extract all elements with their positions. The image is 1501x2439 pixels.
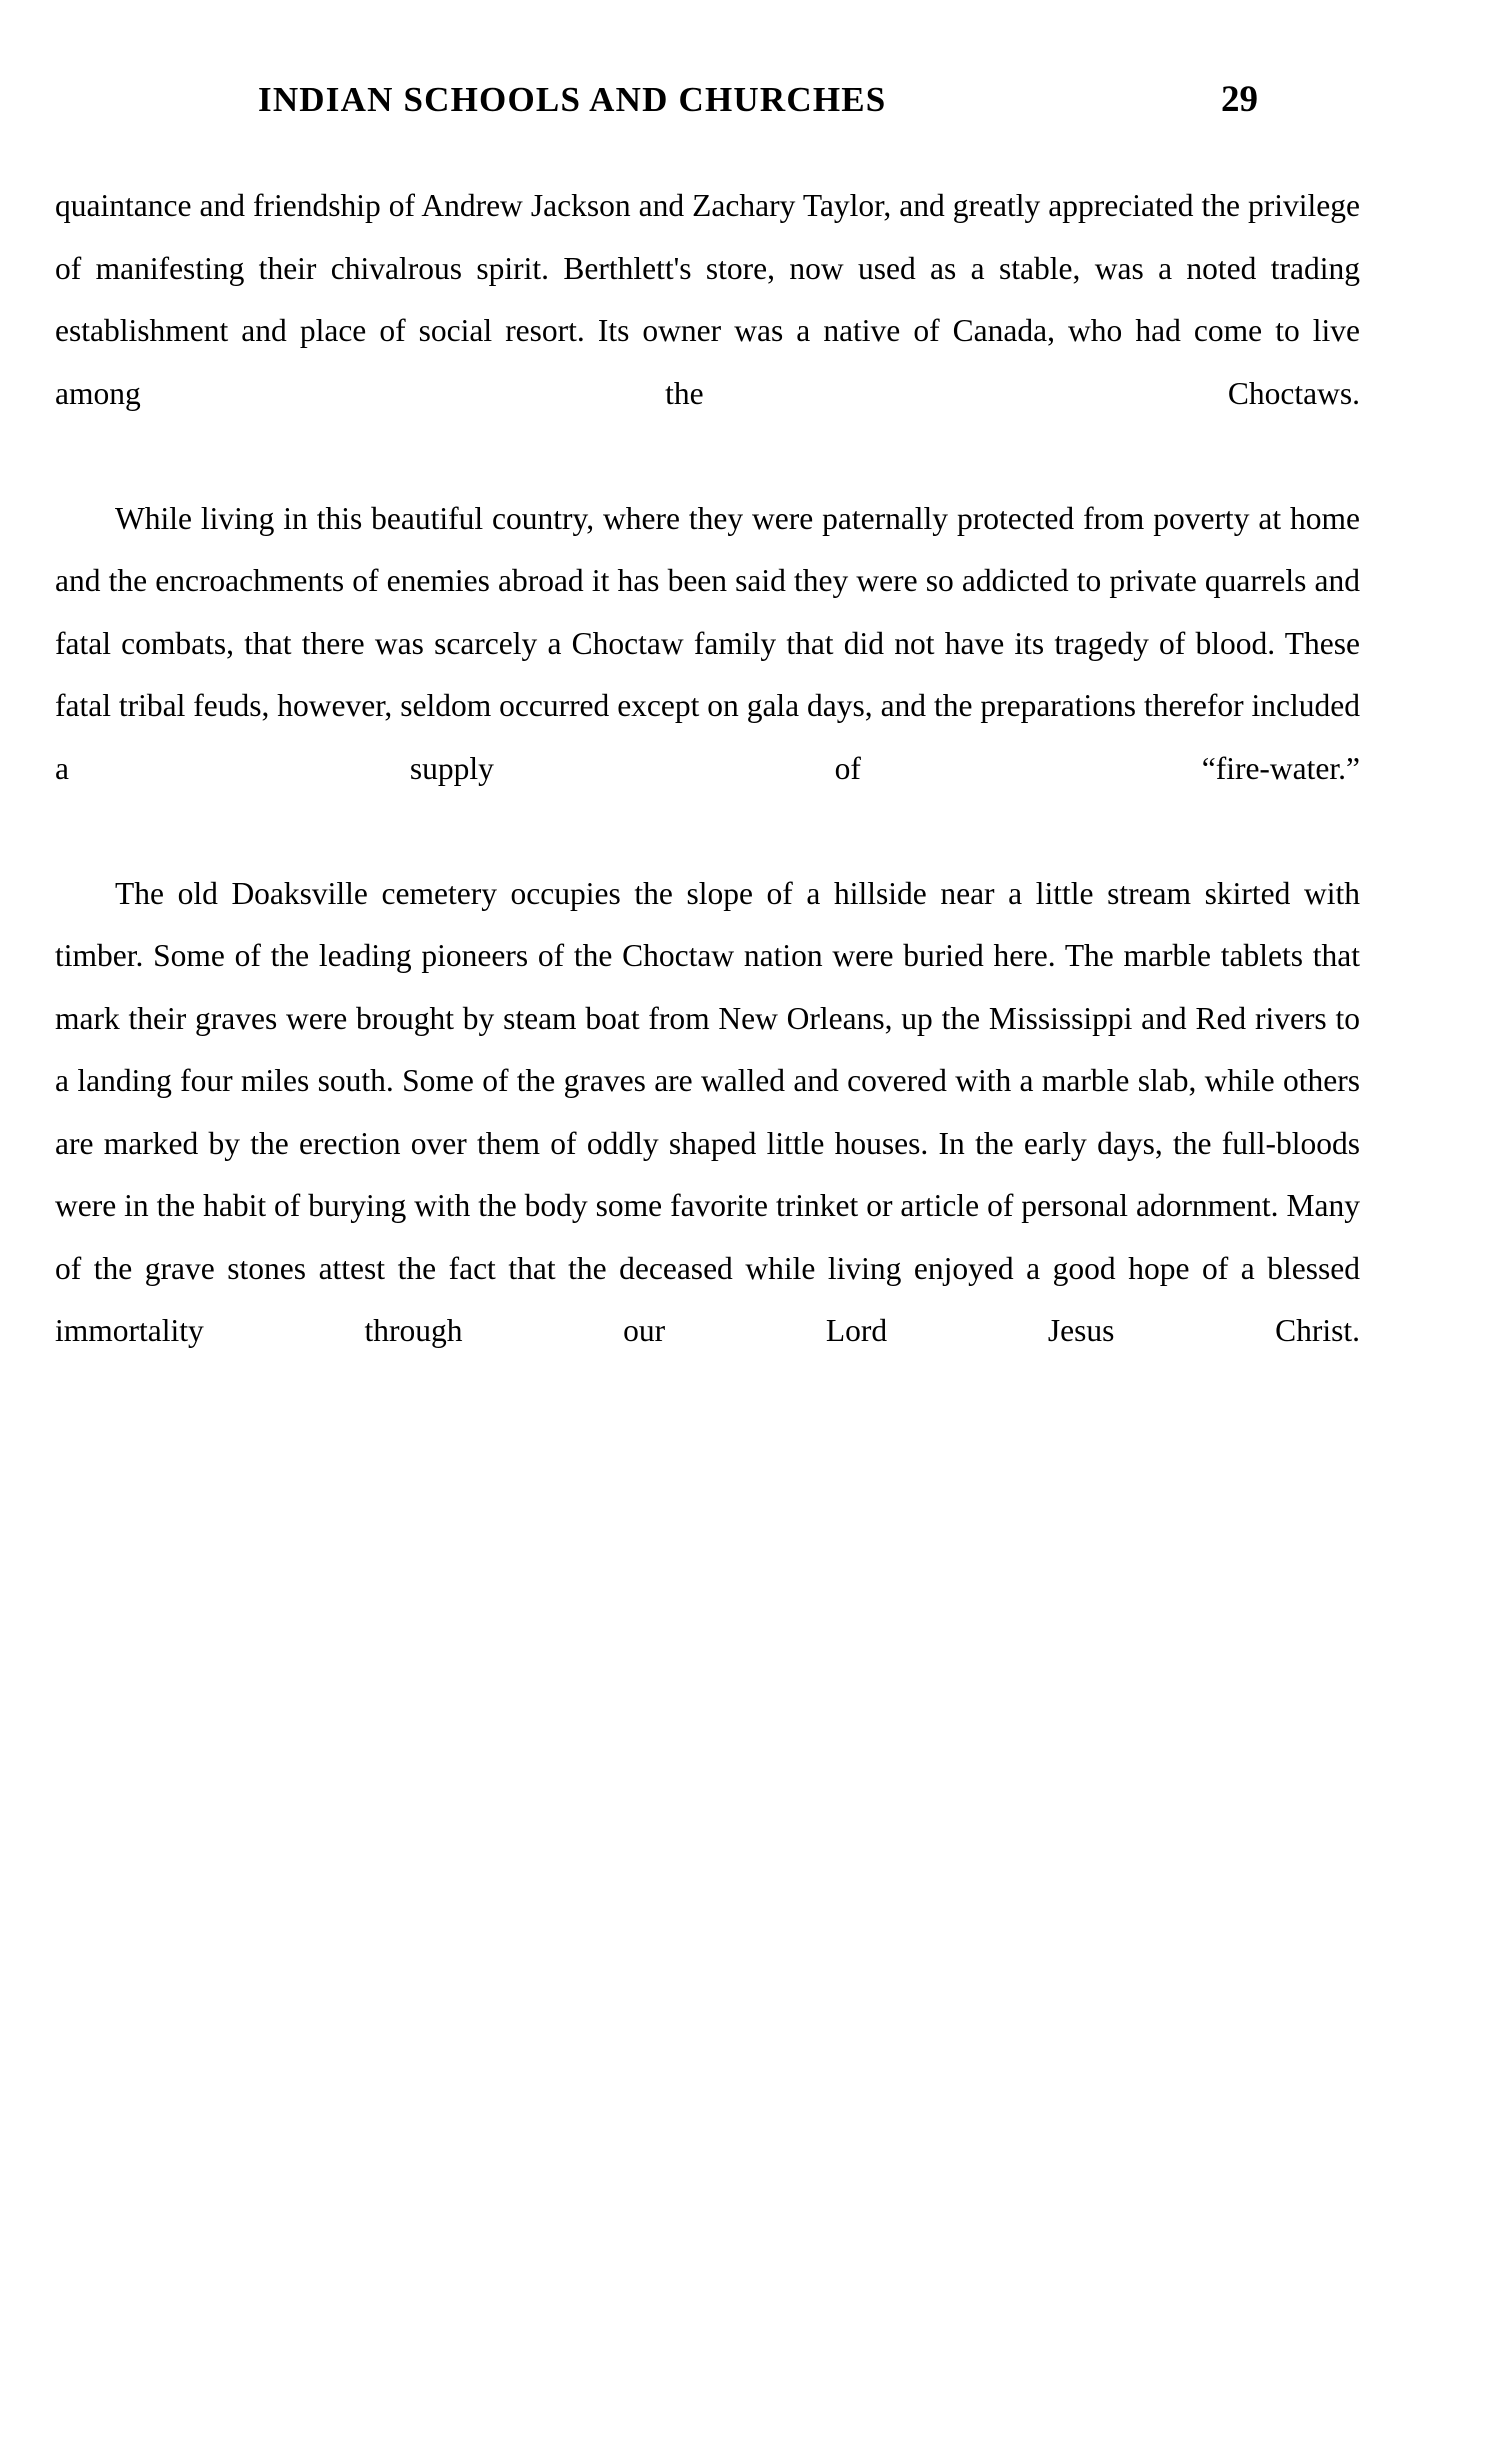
page-number: 29 [1221,79,1258,120]
paragraph: quaintance and friendship of Andrew Jackson and Zachary Taylor, and greatly appreciated the privilege of manifesting their chivalrous spirit. Berthlett's store, now used as a stable, was a noted trading establishment and place of social resort. Its owner was a native of Canada, who had come to live among the Choctaws. [55,188,1360,411]
page-title: INDIAN SCHOOLS AND CHURCHES [258,80,887,119]
paragraph: The old Doaksville cemetery occupies the slope of a hillside near a little stream skirted with timber. Some of the leading pioneers of the Choctaw nation were buried here. The marble tablets that mark their graves were brought by steam boat from New Orleans, up the Mississippi and Red rivers to a landing four miles south. Some of the graves are walled and covered with a marble slab, while others are marked by the erection over them of oddly shaped little houses. In the early days, the full-bloods were in the habit of burying with the body some favorite trinket or article of personal adornment. Many of the grave stones attest the fact that the deceased while living enjoyed a good hope of a blessed immortality through our Lord Jesus Christ. [55,875,1360,1348]
paragraph: While living in this beautiful country, where they were paternally protected from poverty at home and the encroachments of enemies abroad it has been said they were so addicted to private quarrels and fatal combats, that there was scarcely a Choctaw family that did not have its tragedy of blood. These fatal tribal feuds, however, seldom occurred except on gala days, and the preparations therefor included a supply of “fire-water.” [55,500,1360,786]
body-text [55,175,1360,1425]
page-header [258,78,1258,121]
